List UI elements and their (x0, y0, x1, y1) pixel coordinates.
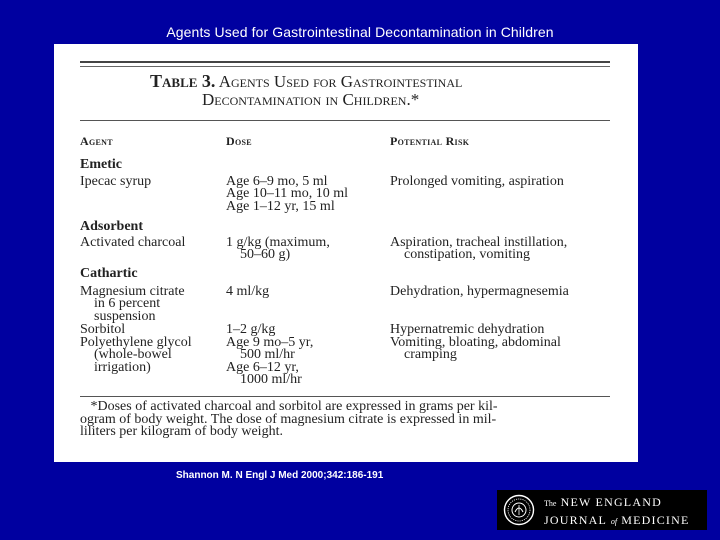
risk-ipecac: Prolonged vomiting, aspiration (390, 174, 564, 189)
header-risk: Potential Risk (390, 134, 470, 148)
top-rule-thin (80, 66, 610, 67)
top-rule (80, 61, 610, 63)
risk-sorbitol: Hypernatremic dehydration (390, 322, 545, 337)
dose-activated-charcoal: 1 g/kg (maximum, 50–60 g) (226, 235, 330, 263)
logo-journal: JOURNAL (544, 513, 607, 527)
slide-title: Agents Used for Gastrointestinal Decontamination in Children (166, 24, 554, 40)
nejm-seal-icon (503, 494, 535, 526)
logo-line-1: NEW ENGLAND (560, 495, 662, 509)
dose-polyethylene-glycol: Age 9 mo–5 yr, 500 ml/hr Age 6–12 yr, 1000 ml/hr (226, 335, 314, 388)
dose-ipecac: Age 6–9 mo, 5 ml Age 10–11 mo, 10 ml Age 1–12 yr, 15 ml (226, 174, 348, 214)
table-footnote: *Doses of activated charcoal and sorbitol are expressed in grams per kil- ogram of body weight. The dose of magnesium citrate is expressed in mil- liliters per kilogram of body weight. (80, 399, 498, 440)
citation: Shannon M. N Engl J Med 2000;342:186-191 (176, 470, 384, 481)
risk-polyethylene-glycol: Vomiting, bloating, abdominal cramping (390, 335, 561, 363)
category-adsorbent: Adsorbent (80, 219, 144, 234)
dose-sorbitol: 1–2 g/kg (226, 322, 276, 337)
header-rule (80, 120, 610, 121)
logo-of: of (610, 517, 618, 526)
agent-activated-charcoal: Activated charcoal (80, 235, 186, 250)
agent-polyethylene-glycol: Polyethylene glycol (whole-bowel irrigation) (80, 335, 192, 375)
nejm-wordmark (544, 494, 690, 530)
risk-activated-charcoal: Aspiration, tracheal instillation, constipation, vomiting (390, 235, 568, 263)
risk-magnesium-citrate: Dehydration, hypermagnesemia (390, 284, 569, 299)
logo-medicine: MEDICINE (621, 513, 690, 527)
agent-sorbitol: Sorbitol (80, 322, 126, 337)
category-emetic: Emetic (80, 157, 122, 172)
caption-line-1: Agents Used for Gastrointestinal (218, 72, 463, 91)
caption-line-2: Decontamination in Children.* (202, 90, 420, 109)
table-caption (150, 72, 620, 109)
agent-ipecac: Ipecac syrup (80, 174, 152, 189)
header-agent: Agent (80, 134, 113, 148)
header-dose: Dose (226, 134, 252, 148)
agent-magnesium-citrate: Magnesium citrate in 6 percent suspension (80, 284, 185, 324)
table-label: Table 3. (150, 71, 216, 91)
dose-magnesium-citrate: 4 ml/kg (226, 284, 270, 299)
footer-rule (80, 396, 610, 397)
category-cathartic: Cathartic (80, 266, 138, 281)
logo-the: The (544, 499, 557, 508)
